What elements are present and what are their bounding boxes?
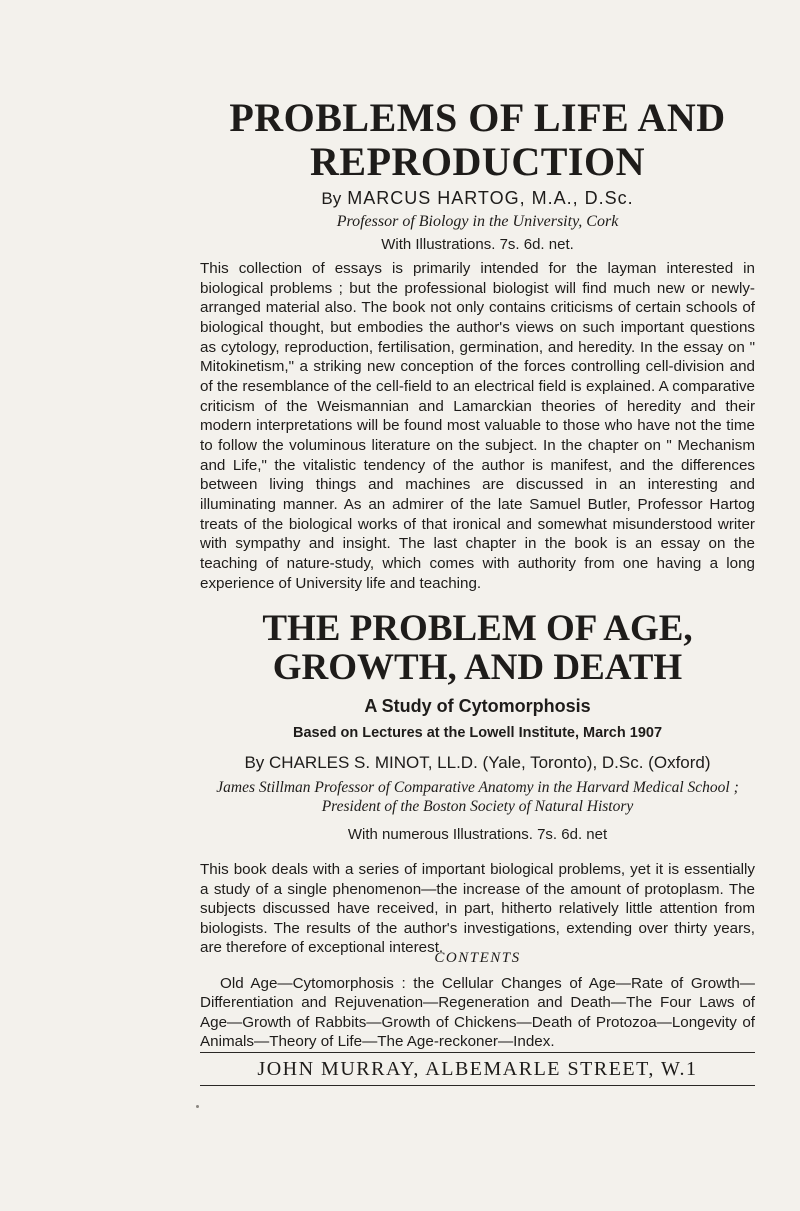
book2-author-position: James Stillman Professor of Comparative Anatomy in the Harvard Medical School ; President of the Boston Society of Natural History	[216, 779, 739, 815]
book1-author-line	[200, 187, 755, 210]
book2-contents-list: Old Age—Cytomorphosis : the Cellular Changes of Age—Rate of Growth—Differentiation and Rejuvenation—Regeneration and Death—The Four Laws of Age—Growth of Rabbits—Growth of Chickens—Death of Protozoa—Longevity of Animals—Theory of Life—The Age-reckoner—Index.	[200, 975, 755, 1051]
bottom-rule	[200, 1085, 755, 1086]
book2-title-line2: GROWTH, AND DEATH	[272, 647, 683, 688]
book2-lectures-note: Based on Lectures at the Lowell Institute, March 1907	[292, 725, 663, 741]
book1-author: MARCUS HARTOG, M.A., D.Sc.	[347, 188, 634, 208]
book2-illustrations-price: With numerous Illustrations. 7s. 6d. net	[347, 826, 608, 843]
book2-author-line	[200, 752, 755, 774]
book1-description: This collection of essays is primarily intended for the layman interested in biological problems ; but the professional biologist will find much new or newly-arranged material also. The book not only contains criticisms of certain schools of biological thought, but embodies the author's views on such important questions as cytology, reproduction, fertilisation, germination, and heredity. In the essay on " Mitokinetism," a striking new conception of the forces controlling cell-division and of the resemblance of the cell-field to an electrical field is explained. A comparative criticism of the Weismannian and Lamarckian theories of heredity and their modern interpretations will be found most valuable to those who have not the time to follow the voluminous literature on the subject. In the chapter on " Mechanism and Life," the vitalistic tendency of the author is manifest, and the differences between living things and machines are discussed in an interesting and illuminating manner. As an admirer of the late Samuel Butler, Professor Hartog treats of the biological works of that ironical and somewhat misunderstood writer with sympathy and insight. The last chapter in the book is an essay on the teaching of nature-study, which comes with authority from one having a long experience of University life and teaching.	[200, 260, 755, 592]
book2-subtitle: A Study of Cytomorphosis	[364, 696, 591, 716]
book2-description: This book deals with a series of important biological problems, yet it is essentially a study of a single phenomenon—the increase of the amount of protoplasm. The subjects discussed have received, in part, hitherto relatively little attention from biologists. The results of the author's investigations, extending over thirty years, are therefore of exceptional interest.	[200, 861, 755, 957]
book2-title-line1: THE PROBLEM OF AGE,	[262, 608, 693, 649]
paper-speck	[196, 1105, 199, 1108]
book1-title-line2: REPRODUCTION	[310, 139, 645, 184]
top-rule	[200, 1052, 755, 1053]
book2-by: By	[244, 753, 265, 772]
book1-title-line1: PROBLEMS OF LIFE AND	[229, 95, 726, 140]
book2-title	[200, 609, 755, 687]
book2-author: CHARLES S. MINOT, LL.D. (Yale, Toronto), D.Sc. (Oxford)	[269, 753, 711, 772]
publisher-imprint: JOHN MURRAY, ALBEMARLE STREET, W.1	[257, 1058, 698, 1080]
book1-illustrations-price: With Illustrations. 7s. 6d. net.	[381, 236, 574, 253]
book1-by: By	[321, 189, 342, 208]
book1-title	[200, 96, 755, 184]
book2-contents-heading: CONTENTS	[434, 950, 521, 966]
book1-author-position: Professor of Biology in the University, Cork	[336, 213, 619, 230]
